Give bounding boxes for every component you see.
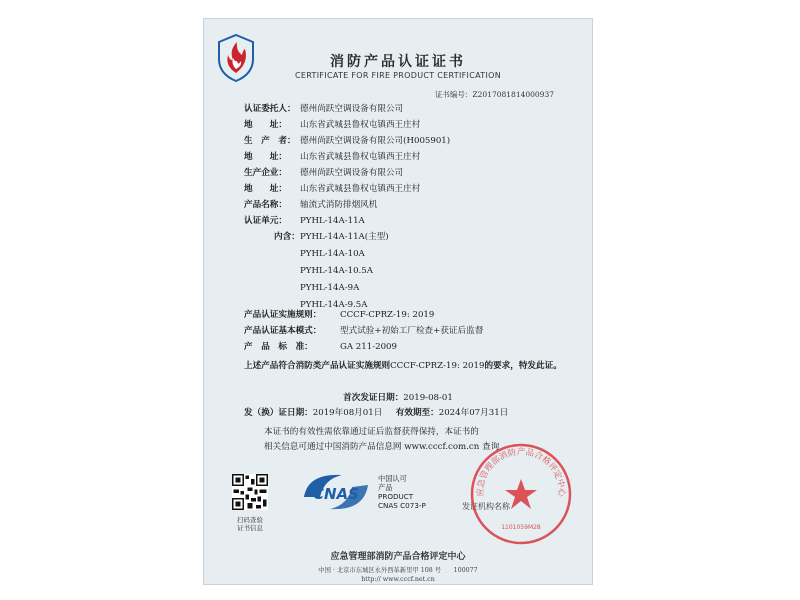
- first-issue-label: 首次发证日期：: [343, 393, 404, 403]
- accreditation-line: PRODUCT: [378, 492, 414, 501]
- official-seal: [466, 439, 576, 549]
- model-item: PYHL-14A-11A(主型): [300, 232, 389, 242]
- qr-caption: [226, 516, 274, 532]
- issue-label: 发（换）证日期：: [244, 408, 313, 418]
- certification-statement: [244, 359, 566, 373]
- field-label: 认证委托人：: [244, 104, 296, 114]
- field-row: [244, 119, 420, 131]
- field-label: 认证单元：: [244, 216, 287, 226]
- first-issue-value: 2019-08-01: [403, 393, 453, 403]
- model-item: PYHL-14A-9A: [300, 283, 360, 293]
- first-issue-date: [204, 391, 592, 403]
- contains-row: [274, 231, 389, 243]
- qr-caption-line: 扫码查验: [237, 516, 263, 524]
- rule-label: 产品认证基本模式：: [244, 326, 322, 336]
- validity-note: 本证书的有效性需依靠通过证后监督获得保持，本证书的: [264, 427, 479, 437]
- statement-rule: CCCF-CPRZ-19: 2019: [390, 361, 485, 371]
- field-value: 山东省武城县鲁权屯镇西王庄村: [300, 184, 421, 194]
- statement-pre: 上述产品符合消防类产品认证实施规则: [244, 361, 391, 371]
- certificate: [203, 18, 593, 585]
- statement-post: 的要求，特发此证。: [484, 361, 562, 371]
- field-row: [244, 135, 450, 147]
- organization-website[interactable]: http:// www.cccf.net.cn: [361, 576, 435, 583]
- field-row: [244, 151, 420, 163]
- model-item: PYHL-14A-10.5A: [300, 266, 373, 276]
- issuing-organization: 应急管理部消防产品合格评定中心: [330, 552, 466, 562]
- certificate-number: 证书编号：Z2017081814000937: [434, 90, 554, 99]
- field-label: 生 产 者：: [244, 136, 296, 146]
- issuer-label: 发证机构名称: [462, 502, 510, 511]
- qr-caption-line: 证书信息: [237, 524, 263, 532]
- field-row: [244, 199, 377, 211]
- accreditation-line: 中国认可: [378, 474, 407, 483]
- issue-date-row: [244, 407, 508, 419]
- field-row: [244, 215, 365, 227]
- seal-code: 1101059M28: [501, 524, 541, 531]
- field-value: PYHL-14A-11A: [300, 216, 365, 226]
- accreditation-line: 产品: [378, 483, 393, 492]
- organization-address: 中国 · 北京市东城区永外西革新里甲 108 号 100077: [318, 567, 478, 574]
- rule-value: 型式试验+初始工厂检查+获证后监督: [340, 326, 484, 336]
- field-row: [244, 167, 403, 179]
- field-row: [244, 103, 403, 115]
- qr-code-icon[interactable]: [232, 474, 268, 510]
- model-item: PYHL-14A-10A: [300, 249, 365, 259]
- field-row: [244, 183, 420, 195]
- rule-value: GA 211-2009: [340, 342, 397, 352]
- field-label: 地 址：: [244, 152, 287, 162]
- contains-label: 内含：: [274, 232, 300, 242]
- field-value: 轴流式消防排烟风机: [300, 200, 378, 210]
- info-note: 相关信息可通过中国消防产品信息网 www.cccf.com.cn 查询: [264, 442, 500, 452]
- rule-row: [244, 309, 434, 321]
- accreditation-block: [378, 474, 426, 510]
- issue-value: 2019年08月01日: [312, 408, 383, 418]
- certificate-subtitle: CERTIFICATE FOR FIRE PRODUCT CERTIFICATION: [295, 71, 501, 80]
- rule-row: [244, 341, 397, 353]
- rule-label: 产 品 标 准：: [244, 342, 313, 352]
- field-value: 山东省武城县鲁权屯镇西王庄村: [300, 152, 421, 162]
- field-value: 德州尚跃空调设备有限公司(H005901): [300, 136, 451, 146]
- field-label: 地 址：: [244, 184, 287, 194]
- field-value: 山东省武城县鲁权屯镇西王庄村: [300, 120, 421, 130]
- field-value: 德州尚跃空调设备有限公司: [300, 168, 404, 178]
- seal-text: 应急管理部消防产品合格评定中心: [475, 447, 567, 497]
- cnas-logo: [298, 467, 374, 517]
- rule-label: 产品认证实施规则：: [244, 310, 322, 320]
- model-item: PYHL-14A-9.5A: [300, 300, 368, 310]
- certificate-title: 消防产品认证证书: [330, 54, 466, 70]
- valid-value: 2024年07月31日: [438, 408, 509, 418]
- rule-row: [244, 325, 483, 337]
- rule-value: CCCF-CPRZ-19: 2019: [340, 310, 435, 320]
- cnas-text: CNAS: [313, 485, 359, 503]
- field-label: 地 址：: [244, 120, 287, 130]
- field-label: 生产企业：: [244, 168, 287, 178]
- accreditation-line: CNAS C073-P: [378, 501, 426, 510]
- field-value: 德州尚跃空调设备有限公司: [300, 104, 404, 114]
- valid-label: 有效期至：: [395, 408, 439, 418]
- field-label: 产品名称：: [244, 200, 287, 210]
